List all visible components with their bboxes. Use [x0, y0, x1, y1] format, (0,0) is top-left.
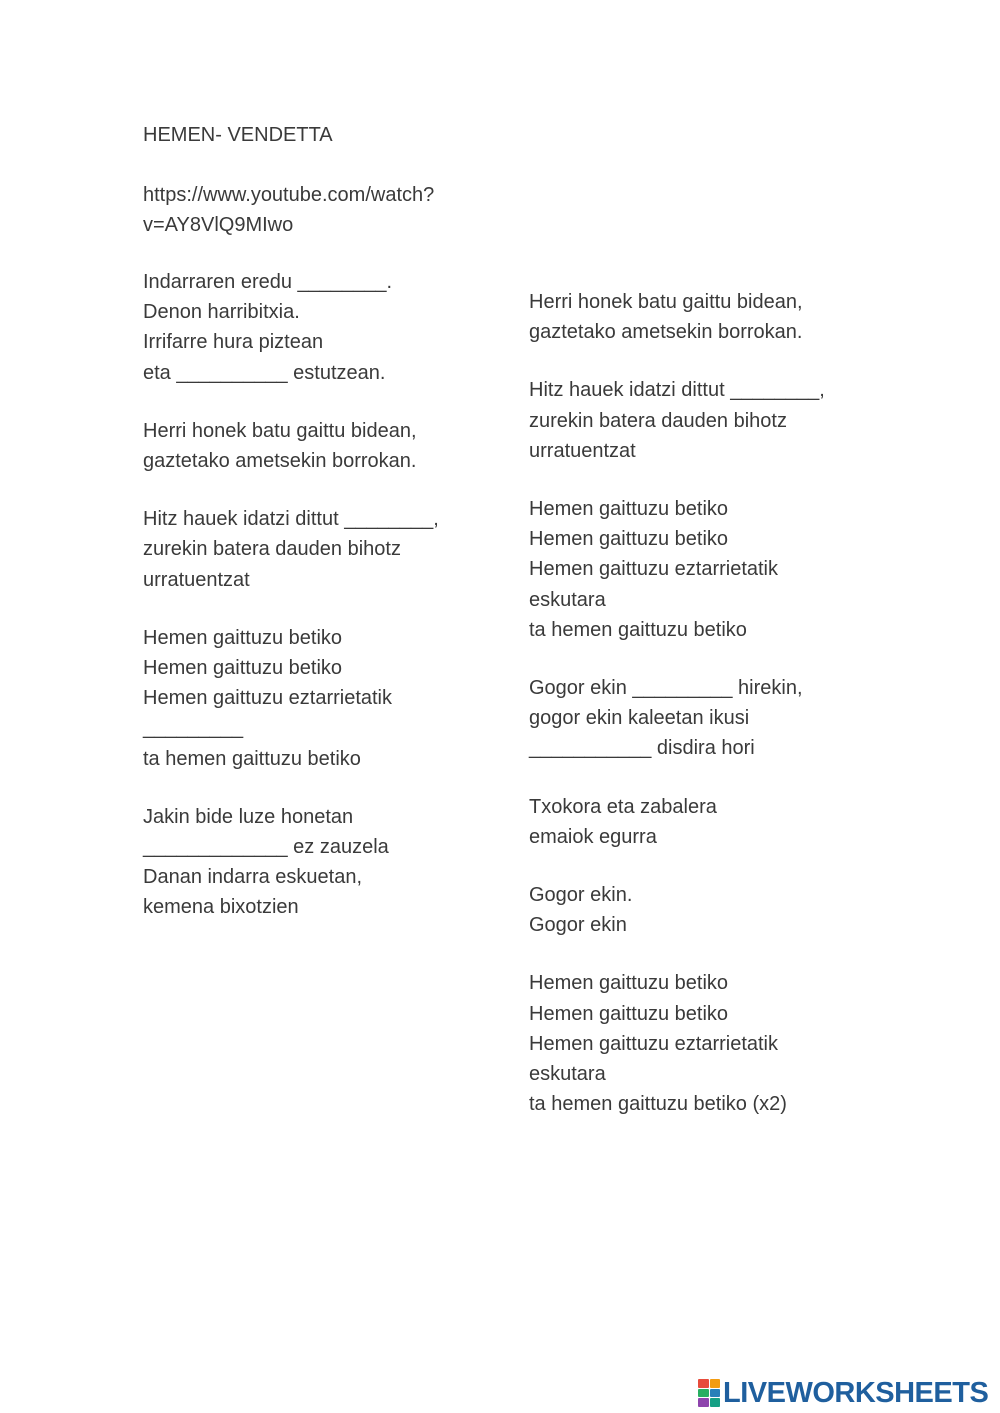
lyric-line-with-blank[interactable]: _____________ ez zauzela	[143, 836, 389, 859]
stanza	[143, 267, 503, 388]
logo-icon	[698, 1379, 720, 1407]
lyric-line: Hemen gaittuzu eztarrietatik	[529, 558, 779, 581]
lyric-line: ta hemen gaittuzu betiko	[143, 747, 361, 770]
lyric-line-with-blank[interactable]: Gogor ekin _________ hirekin,	[529, 677, 803, 700]
logo-tile	[698, 1389, 709, 1398]
lyric-line: kemena bixotzien	[143, 896, 299, 919]
lyric-line: gogor ekin kaleetan ikusi	[529, 707, 750, 730]
url-line-2[interactable]: v=AY8VlQ9MIwo	[143, 214, 294, 236]
lyric-line: ta hemen gaittuzu betiko (x2)	[529, 1093, 787, 1116]
page-title: HEMEN- VENDETTA	[143, 124, 333, 146]
lyric-line-with-blank[interactable]: Hitz hauek idatzi dittut ________,	[143, 508, 439, 531]
logo-text: LIVEWORKSHEETS	[723, 1376, 989, 1409]
lyric-line: ta hemen gaittuzu betiko	[529, 618, 747, 641]
lyric-line: zurekin batera dauden bihotz	[529, 409, 787, 432]
lyric-line: eskutara	[529, 1063, 606, 1086]
lyric-line: Hemen gaittuzu betiko	[529, 528, 729, 551]
url-line-1[interactable]: https://www.youtube.com/watch?	[143, 184, 435, 206]
lyric-line-with-blank[interactable]: ___________ disdira hori	[529, 737, 755, 760]
stanza	[143, 623, 503, 774]
lyric-line: Herri honek batu gaittu bidean,	[143, 419, 417, 442]
stanza	[143, 802, 503, 923]
lyric-line: Hemen gaittuzu eztarrietatik	[529, 1032, 779, 1055]
lyrics-left-column	[143, 267, 503, 951]
lyric-line: urratuentzat	[143, 568, 250, 591]
liveworksheets-logo	[698, 1376, 988, 1410]
lyric-line: Txokora eta zabalera	[529, 795, 717, 818]
stanza	[529, 673, 889, 764]
lyric-line-with-blank[interactable]: eta __________ estutzean.	[143, 361, 386, 384]
stanza	[143, 504, 503, 595]
stanza	[529, 287, 889, 347]
lyric-line: emaiok egurra	[529, 825, 657, 848]
lyric-line-with-blank[interactable]: _________	[143, 717, 244, 740]
stanza	[529, 494, 889, 645]
stanza	[529, 375, 889, 466]
lyric-line: gaztetako ametsekin borrokan.	[529, 321, 803, 344]
lyric-line: zurekin batera dauden bihotz	[143, 538, 401, 561]
lyric-line: Hemen gaittuzu betiko	[143, 626, 343, 649]
lyric-line: Hemen gaittuzu betiko	[143, 657, 343, 680]
logo-tile	[698, 1398, 709, 1407]
logo-tile	[710, 1379, 721, 1388]
lyric-line: Jakin bide luze honetan	[143, 805, 354, 828]
lyric-line: Irrifarre hura piztean	[143, 331, 324, 354]
youtube-url[interactable]	[143, 180, 434, 240]
lyric-line: Danan indarra eskuetan,	[143, 866, 363, 889]
lyric-line: Gogor ekin	[529, 914, 627, 937]
lyric-line: Herri honek batu gaittu bidean,	[529, 291, 803, 313]
stanza	[529, 792, 889, 852]
lyric-line: Hemen gaittuzu eztarrietatik	[143, 687, 393, 710]
logo-tile	[710, 1389, 721, 1398]
lyric-line: eskutara	[529, 588, 606, 611]
stanza	[143, 416, 503, 476]
lyric-line: Hemen gaittuzu betiko	[529, 1002, 729, 1025]
lyric-line: urratuentzat	[529, 439, 636, 462]
logo-tile	[710, 1398, 721, 1407]
lyrics-right-column	[529, 287, 889, 1147]
lyric-line: Gogor ekin.	[529, 884, 633, 907]
lyric-line: Denon harribitxia.	[143, 301, 300, 324]
lyric-line: gaztetako ametsekin borrokan.	[143, 450, 417, 473]
lyric-line-with-blank[interactable]: Hitz hauek idatzi dittut ________,	[529, 379, 825, 402]
stanza	[529, 968, 889, 1119]
lyric-line: Hemen gaittuzu betiko	[529, 972, 729, 995]
logo-tile	[698, 1379, 709, 1388]
lyric-line: Hemen gaittuzu betiko	[529, 498, 729, 521]
lyric-line-with-blank[interactable]: Indarraren eredu ________.	[143, 271, 393, 293]
stanza	[529, 880, 889, 940]
